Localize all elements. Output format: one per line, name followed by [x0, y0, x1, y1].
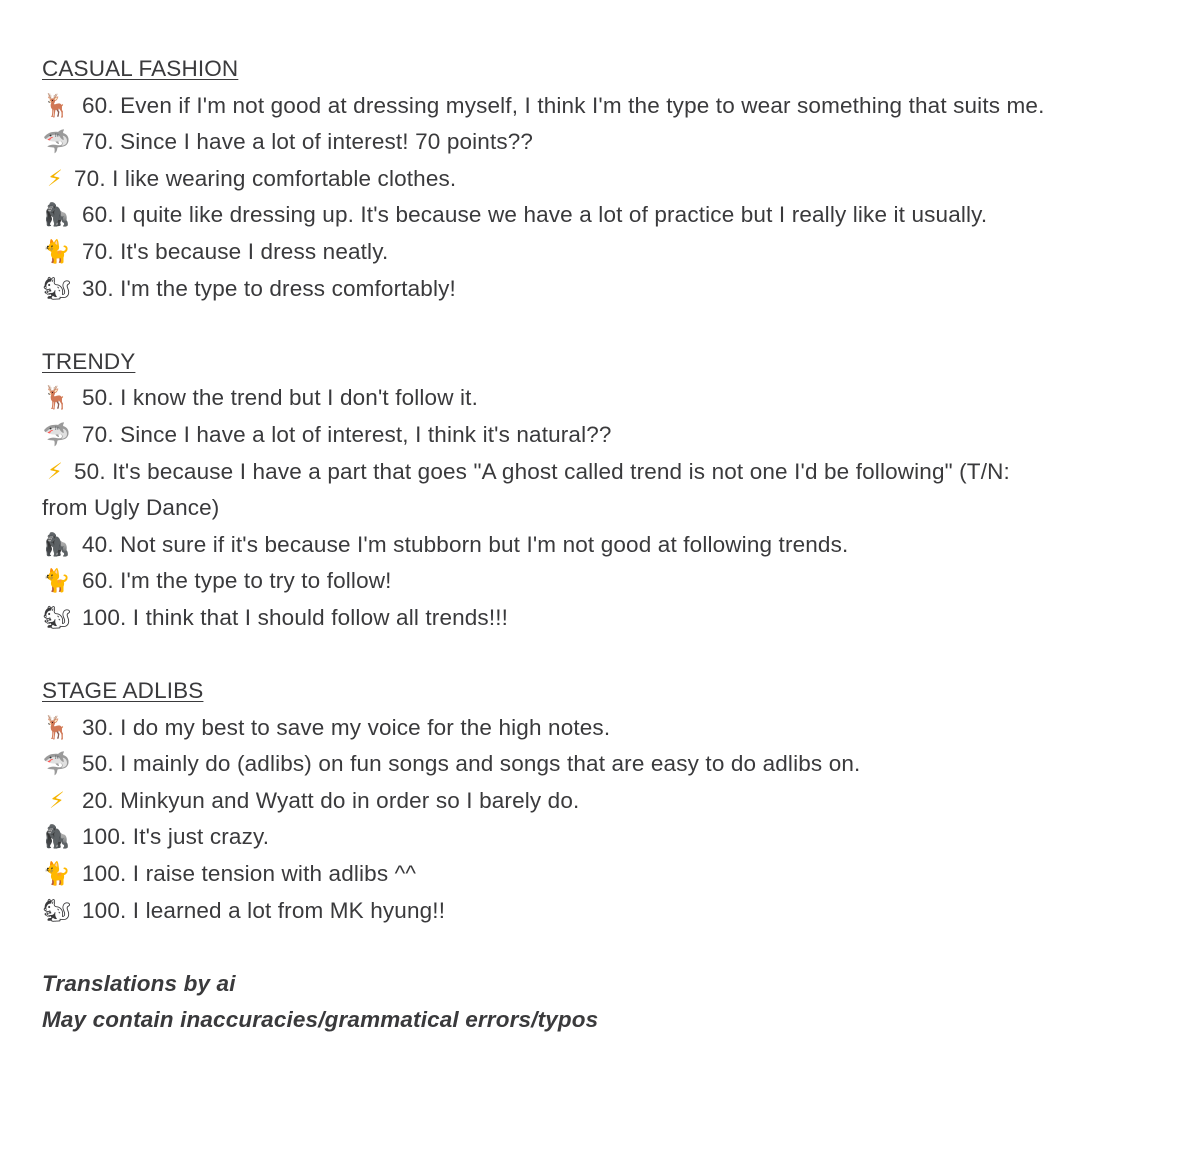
list-item [42, 417, 1182, 454]
note-body [42, 51, 1182, 1039]
section-heading: CASUAL FASHION [42, 56, 239, 81]
list-item [42, 197, 1182, 234]
list-item [42, 88, 1182, 125]
item-text: 50. I know the trend but I don't follow it. [82, 385, 478, 411]
cat-icon: 🐈 [42, 238, 72, 265]
spacer [42, 307, 1182, 344]
list-item [42, 454, 1182, 491]
spacer [42, 637, 1182, 674]
section-trendy [42, 344, 1182, 637]
item-text: 40. Not sure if it's because I'm stubborn but I'm not good at following trends. [82, 531, 849, 557]
deer-icon: 🦌 [42, 92, 72, 119]
squirrel-icon: 🐿 [42, 275, 72, 302]
item-text: 50. It's because I have a part that goes "A ghost called trend is not one I'd be following" (T/N: [74, 458, 1010, 484]
deer-icon: 🦌 [42, 385, 72, 412]
item-text: 70. Since I have a lot of interest! 70 points?? [82, 129, 534, 155]
section-heading: TRENDY [42, 348, 136, 374]
lightning-icon: ⚡ [49, 787, 65, 814]
list-item [42, 819, 1182, 856]
translation-disclaimer [42, 966, 1182, 1039]
item-text: 20. Minkyun and Wyatt do in order so I barely do. [82, 787, 580, 813]
item-text: from Ugly Dance) [42, 495, 220, 521]
list-item [42, 234, 1182, 271]
item-text: 70. I like wearing comfortable clothes. [74, 165, 457, 191]
shark-icon: 🦈 [42, 129, 72, 156]
section-heading: STAGE ADLIBS [42, 678, 204, 704]
list-item [42, 563, 1182, 600]
squirrel-icon: 🐿 [42, 604, 72, 631]
disclaimer-line: May contain inaccuracies/grammatical errors/typos [42, 1007, 599, 1033]
gorilla-icon: 🦍 [42, 531, 72, 558]
disclaimer-line: Translations by ai [42, 970, 236, 996]
list-item [42, 527, 1182, 564]
item-text: 100. I raise tension with adlibs ^^ [82, 861, 417, 887]
list-item [42, 893, 1182, 930]
gorilla-icon: 🦍 [42, 202, 72, 229]
deer-icon: 🦌 [42, 714, 72, 741]
cat-icon: 🐈 [42, 861, 72, 888]
item-text: 100. It's just crazy. [82, 824, 270, 850]
list-item [42, 271, 1182, 308]
item-text: 30. I'm the type to dress comfortably! [82, 275, 456, 301]
item-text: 70. It's because I dress neatly. [82, 238, 389, 264]
item-text: 60. I quite like dressing up. It's because we have a lot of practice but I really like it usually. [82, 202, 988, 228]
section-casual-fashion [42, 51, 1182, 307]
lightning-icon: ⚡ [47, 165, 63, 192]
section-stage-adlibs [42, 673, 1182, 929]
gorilla-icon: 🦍 [42, 824, 72, 851]
list-item [42, 380, 1182, 417]
item-text: 70. Since I have a lot of interest, I think it's natural?? [82, 421, 612, 447]
list-item [42, 856, 1182, 893]
item-text: 50. I mainly do (adlibs) on fun songs and songs that are easy to do adlibs on. [82, 751, 861, 777]
list-item [42, 783, 1182, 820]
list-item [42, 124, 1182, 161]
squirrel-icon: 🐿 [42, 897, 72, 924]
shark-icon: 🦈 [42, 751, 72, 778]
list-item-continuation [42, 490, 1182, 527]
item-text: 60. Even if I'm not good at dressing myself, I think I'm the type to wear something that suits me. [82, 92, 1045, 118]
shark-icon: 🦈 [42, 421, 72, 448]
list-item [42, 710, 1182, 747]
list-item [42, 600, 1182, 637]
item-text: 60. I'm the type to try to follow! [82, 568, 392, 594]
list-item [42, 161, 1182, 198]
lightning-icon: ⚡ [47, 458, 63, 485]
item-text: 100. I learned a lot from MK hyung!! [82, 897, 446, 923]
list-item [42, 746, 1182, 783]
spacer [42, 929, 1182, 966]
item-text: 100. I think that I should follow all trends!!! [82, 604, 509, 630]
cat-icon: 🐈 [42, 568, 72, 595]
item-text: 30. I do my best to save my voice for the high notes. [82, 714, 611, 740]
